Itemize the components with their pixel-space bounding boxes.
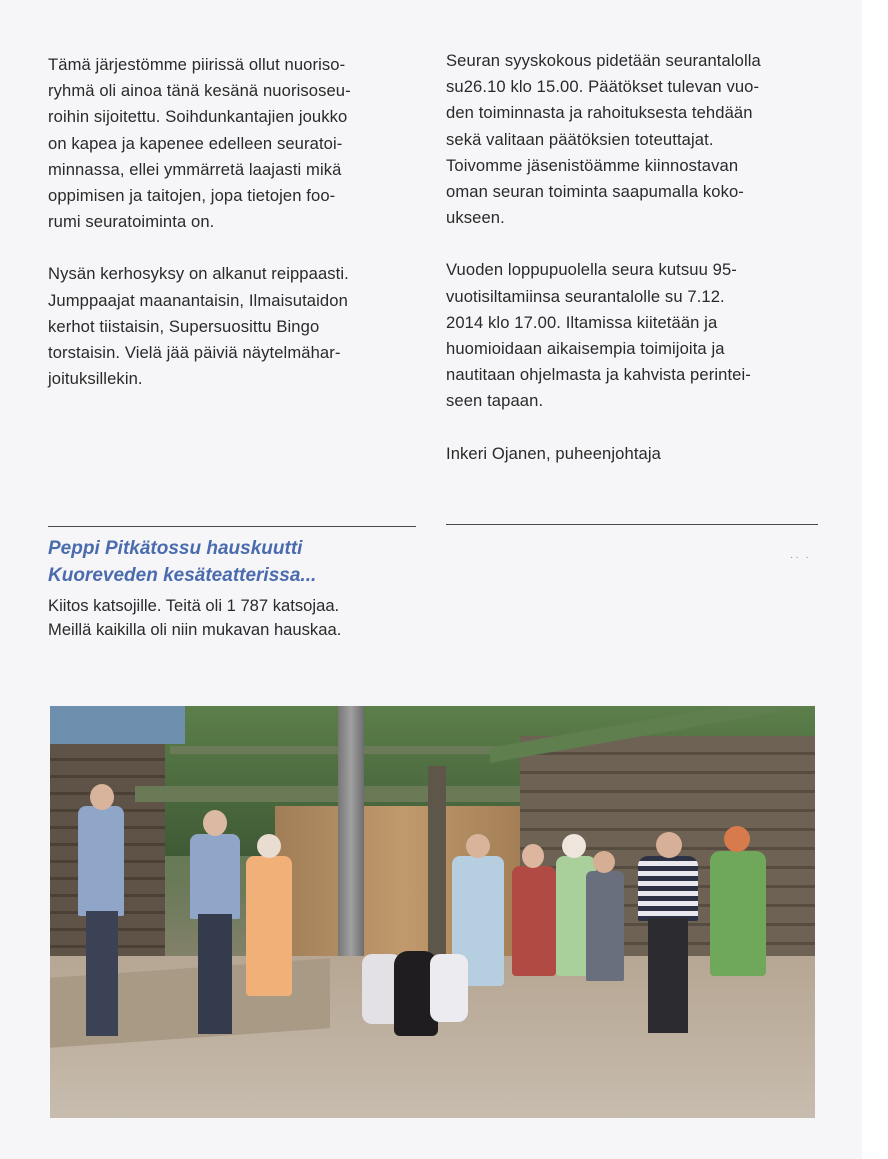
text-line: Seuran syyskokous pidetään seurantalolla bbox=[446, 51, 761, 70]
text-line: su26.10 klo 15.00. Päätökset tulevan vuo- bbox=[446, 77, 760, 97]
person-sailor bbox=[638, 856, 698, 921]
person-pippi bbox=[710, 851, 766, 976]
text-line: seen tapaan. bbox=[446, 391, 544, 411]
text-line: ukseen. bbox=[446, 208, 505, 228]
person-red-vest bbox=[512, 866, 556, 976]
person-head bbox=[257, 834, 281, 858]
person-head bbox=[656, 832, 682, 858]
article-body bbox=[48, 594, 448, 642]
person-trousers bbox=[648, 918, 688, 1033]
scan-speck: ·· · bbox=[790, 552, 811, 563]
person-trousers bbox=[86, 911, 118, 1036]
person-head bbox=[562, 834, 586, 858]
green-roof bbox=[490, 706, 815, 766]
person-head bbox=[203, 810, 227, 836]
text-line: roihin sijoitettu. Soihdunkantajien joukko bbox=[48, 107, 348, 127]
right-column bbox=[446, 48, 820, 467]
text-line: oppimisen ja taitojen, jopa tietojen foo- bbox=[48, 186, 336, 206]
person-child bbox=[430, 954, 468, 1022]
person-head bbox=[593, 851, 615, 873]
text-line: Toivomme jäsenistöämme kiinnostavan bbox=[446, 155, 739, 175]
text-line: rumi seuratoiminta on. bbox=[48, 212, 215, 232]
article-headline bbox=[48, 535, 448, 589]
headline-line: Peppi Pitkätossu hauskuutti bbox=[48, 538, 303, 559]
left-paragraph-1 bbox=[48, 52, 416, 235]
text-line: ryhmä oli ainoa tänä kesänä nuorisoseu- bbox=[48, 81, 351, 101]
left-column bbox=[48, 52, 416, 392]
body-line: Kiitos katsojille. Teitä oli 1 787 katsojaa. bbox=[48, 596, 340, 615]
person-boy bbox=[586, 871, 624, 981]
text-line: kerhot tiistaisin, Supersuosittu Bingo bbox=[48, 316, 320, 336]
divider-right bbox=[446, 524, 818, 525]
theatre-group-photo bbox=[50, 706, 815, 1118]
text-line: Jumppaajat maanantaisin, Ilmaisutaidon bbox=[48, 290, 348, 310]
blue-roof bbox=[50, 706, 185, 744]
text-line: huomioidaan aikaisempia toimijoita ja bbox=[446, 339, 725, 359]
person-head bbox=[724, 826, 750, 852]
text-line: oman seuran toiminta saapumalla koko- bbox=[446, 182, 744, 202]
right-paragraph-1 bbox=[446, 48, 820, 231]
right-paragraph-2 bbox=[446, 257, 820, 414]
person-head bbox=[522, 844, 544, 868]
text-line: den toiminnasta ja rahoituksesta tehdään bbox=[446, 103, 753, 123]
person-orange-dress bbox=[246, 856, 292, 996]
text-line: sekä valitaan päätöksien toteuttajat. bbox=[446, 129, 714, 149]
person-head bbox=[466, 834, 490, 858]
post bbox=[428, 766, 446, 956]
body-line: Meillä kaikilla oli niin mukavan hauskaa. bbox=[48, 620, 342, 639]
headline-line: Kuoreveden kesäteatterissa... bbox=[48, 565, 317, 586]
tree-trunk bbox=[338, 706, 364, 956]
text-line: vuotisiltamiinsa seurantalolle su 7.12. bbox=[446, 286, 725, 306]
text-line: torstaisin. Vielä jää päiviä näytelmähar- bbox=[48, 343, 341, 363]
text-line: nautitaan ohjelmasta ja kahvista perintei- bbox=[446, 365, 751, 385]
person-trousers bbox=[198, 914, 232, 1034]
left-paragraph-2 bbox=[48, 261, 416, 392]
person-policeman bbox=[190, 834, 240, 919]
text-line: minnassa, ellei ymmärretä laajasti mikä bbox=[48, 159, 342, 179]
text-line: on kapea ja kapenee edelleen seuratoi- bbox=[48, 133, 343, 153]
person-head bbox=[90, 784, 114, 810]
divider-left bbox=[48, 526, 416, 527]
text-line: Tämä järjestömme piirissä ollut nuoriso- bbox=[48, 55, 346, 74]
page-edge bbox=[862, 0, 888, 1159]
text-line: joituksillekin. bbox=[48, 369, 143, 389]
text-line: 2014 klo 17.00. Iltamissa kiitetään ja bbox=[446, 312, 718, 332]
signature: Inkeri Ojanen, puheenjohtaja bbox=[446, 443, 661, 463]
text-line: Nysän kerhosyksy on alkanut reippaasti. bbox=[48, 264, 349, 284]
text-line: Vuoden loppupuolella seura kutsuu 95- bbox=[446, 260, 737, 280]
person-policeman bbox=[78, 806, 124, 916]
